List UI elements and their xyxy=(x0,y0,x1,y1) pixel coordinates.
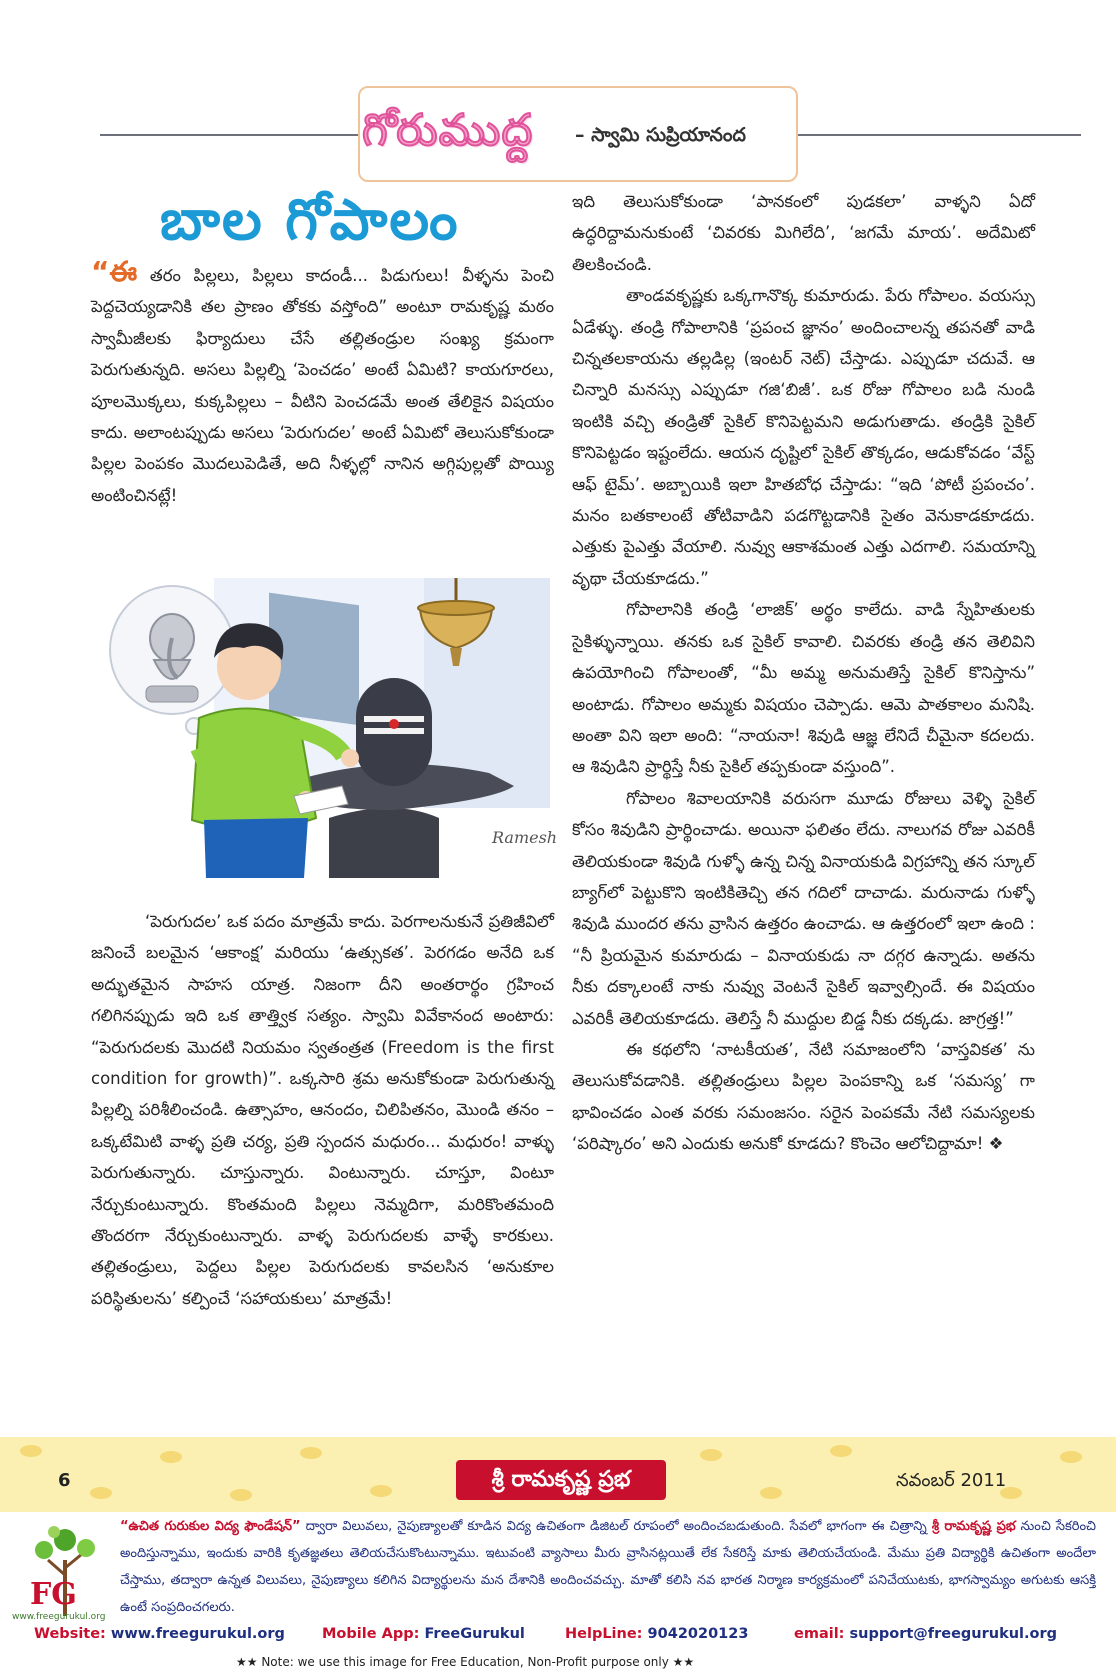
story-column xyxy=(572,186,1035,1160)
drop-cap-quote: “ఈ xyxy=(91,255,138,288)
freegurukul-logo xyxy=(20,1520,110,1618)
notice-line1: ద్వారా విలువలు, నైపుణ్యాలతో కూడిన విద్య ఉచితంగా డిజిటల్ రూపంలో అందించబడుతుంది. సేవలో భాగంగా ఈ చిత్రాన్ని xyxy=(300,1519,927,1534)
header-rule-right xyxy=(791,134,1081,136)
source-name: శ్రీ రామకృష్ణ ప్రభ xyxy=(931,1519,1016,1534)
story-paragraph: తాండవకృష్ణకు ఒక్కగానొక్క కుమారుడు. పేరు గోపాలం. వయస్సు ఏడేళ్ళు. తండ్రి గోపాలానికి ‘ప్రపంచ జ్ఞానం’ అందించాలన్న తపనతో వాడి చిన్నతలకాయను తల్లడిల్ల (ఇంటర్ నెట్) చేస్తాడు. ఎప్పుడూ చదువే. ఆ చిన్నారి మనస్సు ఎప్పుడూ గజి‘బిజీ’. ఒక రోజు గోపాలం బడి నుండి ఇంటికి వచ్చి తండ్రితో సైకిల్ కొనిపెట్టమని అడుగుతాడు. తండ్రికి సైకిల్ కొనిపెట్టడం ఇష్టంలేదు. ఆయన దృష్టిలో సైకిల్ తొక్కడం, ఆడుకోవడం ‘వేస్ట్ ఆఫ్ టైమ్’. అబ్బాయికి ఇలా హితబోధ చేస్తాడు: “ఇది ‘పోటీ ప్రపంచం’. మనం బతకాలంటే తోటివాడిని పడగొట్టడానికి సైతం వెనుకాడకూడదు. ఎత్తుకు పైఎత్తు వేయాలి. నువ్వు ఆకాశమంత ఎత్తు ఎదగాలి. సమయాన్ని వృథా చేయకూడదు.” xyxy=(572,286,1035,588)
website-contact xyxy=(34,1626,285,1642)
helpline-label: HelpLine: xyxy=(565,1626,643,1642)
app-name: FreeGurukul xyxy=(424,1626,525,1642)
website-link[interactable]: www.freegurukul.org xyxy=(110,1626,285,1642)
growth-text: ‘పెరుగుదల’ ఒక పదం మాత్రమే కాదు. పెరగాలనుకునే ప్రతిజీవిలో జనించే బలమైన ‘ఆకాంక్ష’ మరియు ‘ఉత్సుకత’. పెరగడం అనేది ఒక అద్భుతమైన సాహస యాత్ర. నిజంగా దీని అంతరార్థం గ్రహించ గలిగినప్పుడు ఇది ఒక తాత్త్విక సత్యం. స్వామి వివేకానంద అంటారు: “పెరుగుదలకు మొదటి నియమం స్వతంత్రత (Freedom is the first condition for growth)”. ఒక్కసారి శ్రమ అనుకోకుండా పెరుగుతున్న పిల్లల్ని పరిశీలించండి. ఉత్సాహం, ఆనందం, చిలిపితనం, మొండి తనం – ఒక్కటేమిటి వాళ్ళ ప్రతి చర్య, ప్రతి స్పందన మధురం... మధురం! వాళ్ళు పెరుగుతున్నారు. చూస్తున్నారు. వింటున్నారు. చూస్తూ, వింటూ నేర్చుకుంటున్నారు. కొంతమంది పిల్లలు నెమ్మదిగా, మరికొంతమంది తొందరగా నేర్చుకుంటున్నారు. వాళ్ళ పెరుగుదలకు వాళ్ళే కారకులు. తల్లితండ్రులు, పెద్దలు పిల్లల పెరుగుదలకు కావలసిన ‘అనుకూల పరిస్థితులను’ కల్పించే ‘సహాయకులు’ మాత్రమే! xyxy=(91,912,554,1308)
article-title: బాల గోపాలం xyxy=(160,188,460,253)
helpline-contact xyxy=(565,1626,748,1642)
foundation-name: “ఉచిత గురుకుల విద్య ఫౌండేషన్” xyxy=(120,1519,301,1534)
email-link[interactable]: support@freegurukul.org xyxy=(849,1626,1058,1642)
boy-praying-shivalinga-illustration xyxy=(94,578,558,888)
intro-text: తరం పిల్లలు, పిల్లలు కాదండీ... పిడుగులు! వీళ్ళను పెంచి పెద్దచెయ్యడానికి తల ప్రాణం తోకకు వస్తోంది” అంటూ రామకృష్ణ మఠం స్వామీజీలకు ఫిర్యాదులు చేసే తల్లితండ్రుల సంఖ్య క్రమంగా పెరుగుతున్నది. అసలు పిల్లల్ని ‘పెంచడం’ అంటే ఏమిటి? కాయగూరలు, పూలమొక్కలు, కుక్కపిల్లలు – వీటిని పెంచడమే అంత తేలికైన విషయం కాదు. అలాంటప్పుడు అసలు ‘పెరుగుదల’ అంటే ఏమిటో తెలుసుకోకుండా పిల్లల పెంపకం మొదలుపెడితే, అది నీళ్ళల్లో నానిన అగ్గిపుల్లతో పొయ్యి అంటించినట్లే! xyxy=(91,266,554,505)
app-contact xyxy=(322,1626,525,1642)
logo-url: www.freegurukul.org xyxy=(12,1612,106,1622)
issue-date: నవంబర్ 2011 xyxy=(896,1470,1007,1491)
series-title: గోరుముద్ద xyxy=(362,105,534,156)
website-label: Website: xyxy=(34,1626,106,1642)
page-number: 6 xyxy=(58,1470,71,1491)
notice-line2: నుంచి సేకరించి అందిస్తున్నాము, ఇందుకు వారికి కృతజ్ఞతలు తెలియచేసుకొంటున్నాము. ఇటువంటి వ్యాసాలు మీరు వ్రాసినట్లయితే లేక సేకరిస్తే మాకు తెలియచేయండి. మేము ప్రతి విద్యార్థికి ఉచితంగా అందేలా చేస్తాము, తద్వారా ఉన్నత విలువలు, నైపుణ్యాలు కలిగిన విద్యార్థులను మన దేశానికి అందించవచ్చు. మాతో కలిసి నవ భారత నిర్మాణ కార్యక్రమంలో పనిచేయుటకు, భాగస్వామ్యం అగుటకు ఆసక్తి ఉంటే సంప్రదించగలరు. xyxy=(120,1519,1096,1615)
author-name: – స్వామి సుప్రియానంద xyxy=(575,124,746,146)
intro-paragraph xyxy=(91,256,554,511)
email-contact xyxy=(794,1626,1057,1642)
story-paragraph: గోపాలానికి తండ్రి ‘లాజిక్’ అర్థం కాలేదు. వాడి స్నేహితులకు సైకిళ్ళున్నాయి. తనకు ఒక సైకిల్ కావాలి. చివరకు తండ్రి తన తెలివిని ఉపయోగించి గోపాలంతో, “మీ అమ్మ అనుమతిస్తే సైకిల్ కొనిస్తాను” అంటాడు. గోపాలం అమ్మకు విషయం చెప్పాడు. ఆమె పాతకాలం మనిషి. అంతా విని ఇలా అంది: “నాయనా! శివుడి ఆజ్ఞ లేనిదే చీమైనా కదలదు. ఆ శివుడిని ప్రార్థిస్తే నీకు సైకిల్ తప్పకుండా వస్తుంది”. xyxy=(572,600,1035,777)
story-paragraph: గోపాలం శివాలయానికి వరుసగా మూడు రోజులు వెళ్ళి సైకిల్ కోసం శివుడిని ప్రార్థించాడు. అయినా ఫలితం లేదు. నాలుగవ రోజు ఎవరికీ తెలియకుండా శివుడి గుళ్ళో ఉన్న చిన్న వినాయకుడి విగ్రహాన్ని తన స్కూల్ బ్యాగ్‌లో పెట్టుకొని ఇంటికితెచ్చి తన గదిలో దాచాడు. మరునాడు గుళ్ళో శివుడి ముందర తను వ్రాసిన ఉత్తరం ఉంచాడు. ఆ ఉత్తరంలో ఇలా ఉంది : “నీ ప్రియమైన కుమారుడు – వినాయకుడు నా దగ్గర ఉన్నాడు. అతను నీకు దక్కాలంటే నాకు నువ్వు వెంటనే సైకిల్ ఇవ్వాల్సిందే. ఈ విషయం ఎవరికీ తెలియకూడదు. తెలిస్తే నీ ముద్దుల బిడ్డ నీకు దక్కడు. జాగ్రత్త!” xyxy=(572,788,1035,1028)
email-label: email: xyxy=(794,1626,845,1642)
freegurukul-notice xyxy=(120,1513,1096,1621)
magazine-name-badge: శ్రీ రామకృష్ణ ప్రభ xyxy=(456,1460,666,1500)
fg-letters: FG xyxy=(30,1577,77,1612)
illustrator-signature: Ramesh xyxy=(492,828,558,847)
story-paragraph: ఇది తెలుసుకోకుండా ‘పానకంలో పుడకలా’ వాళ్ళని ఏదో ఉద్ధరిద్దామనుకుంటే ‘చివరకు మిగిలేది’, ‘జగమే మాయ’. అదేమిటో తిలకించండి. xyxy=(572,192,1035,274)
helpline-number[interactable]: 9042020123 xyxy=(647,1626,749,1642)
header-rule-left xyxy=(100,134,362,136)
story-paragraph: ఈ కథలోని ‘నాటకీయత’, నేటి సమాజంలోని ‘వాస్తవికత’ ను తెలుసుకోవడానికి. తల్లితండ్రులు పిల్లల పెంపకాన్ని ఒక ‘సమస్య’ గా భావించడం ఎంత వరకు సమంజసం. సరైన పెంపకమే నేటి సమస్యలకు ‘పరిష్కారం’ అని ఎందుకు అనుకో కూడదు? కొంచెం ఆలోచిద్దామా! ❖ xyxy=(572,1039,1035,1154)
app-label: Mobile App: xyxy=(322,1626,420,1642)
usage-note: ★★ Note: we use this image for Free Education, Non-Profit purpose only ★★ xyxy=(236,1655,695,1669)
growth-paragraph xyxy=(91,906,554,1314)
